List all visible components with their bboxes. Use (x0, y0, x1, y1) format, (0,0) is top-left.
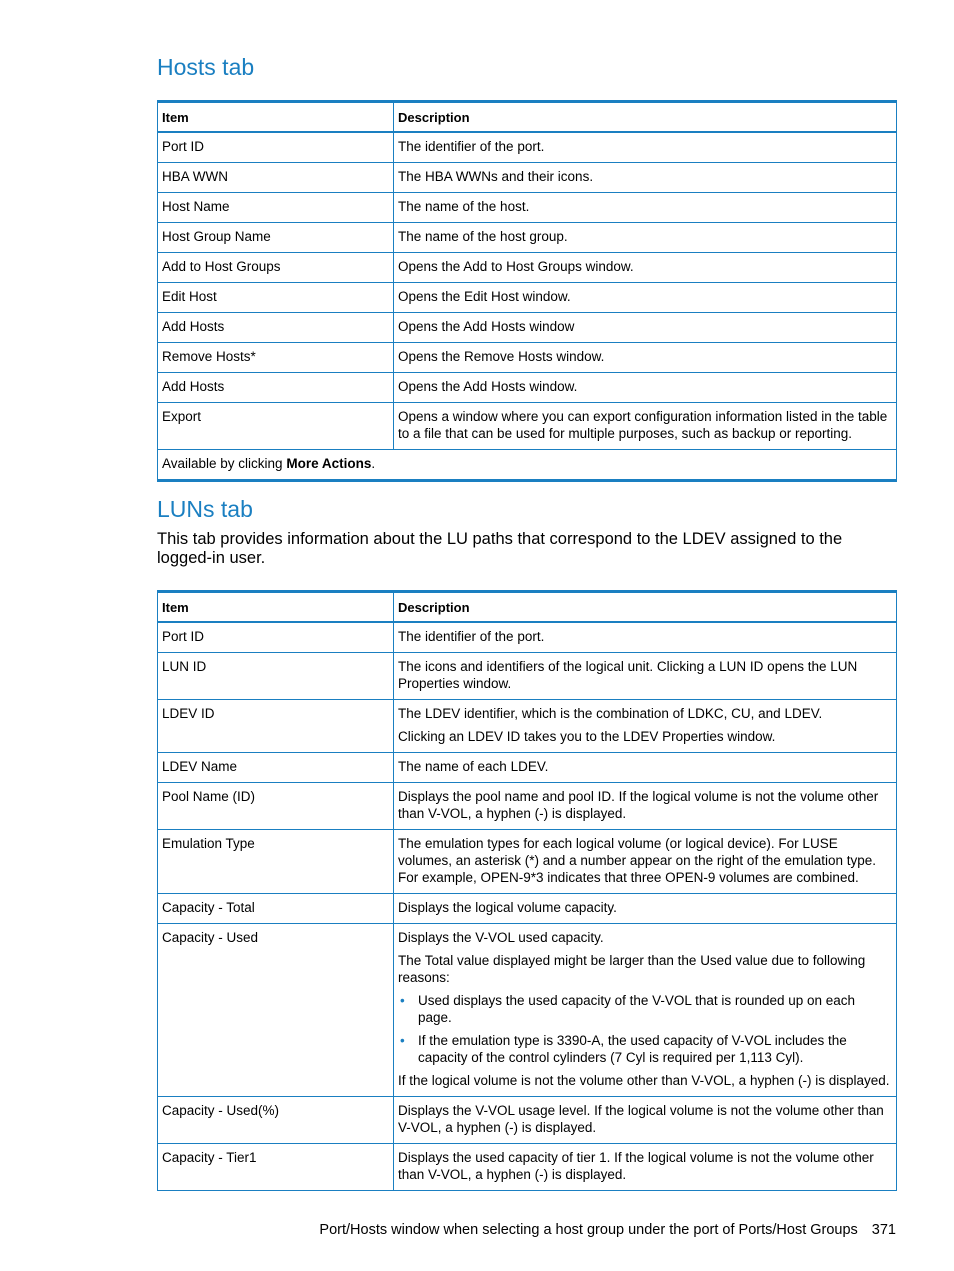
description-cell: The name of the host group. (394, 223, 897, 253)
item-cell: Port ID (158, 132, 394, 163)
table-header-row (158, 102, 897, 133)
item-cell: Add Hosts (158, 373, 394, 403)
description-paragraph: The Total value displayed might be larger than the Used value due to following reasons: (398, 953, 866, 985)
item-cell: Capacity - Total (158, 894, 394, 924)
table-header-row (158, 592, 897, 623)
table-row (158, 924, 897, 1097)
description-paragraph: The emulation types for each logical volume (or logical device). For LUSE volumes, an asterisk (*) and a number appear on the right of the emulation type. For example, OPEN-9*3 indicates that three OPEN-9 volumes are combined. (398, 836, 877, 885)
footnote-prefix: Available by clicking (162, 456, 287, 471)
table-row (158, 253, 897, 283)
footnote-suffix: . (371, 456, 376, 471)
description-cell: The identifier of the port. (394, 132, 897, 163)
item-cell: Capacity - Used(%) (158, 1097, 394, 1144)
description-paragraph: The LDEV identifier, which is the combination of LDKC, CU, and LDEV. (398, 706, 823, 721)
table-row (158, 283, 897, 313)
table-row (158, 1097, 897, 1144)
description-paragraph: The icons and identifiers of the logical unit. Clicking a LUN ID opens the LUN Properties window. (398, 659, 858, 691)
table-row (158, 1144, 897, 1191)
footnote-bold: More Actions (286, 456, 372, 471)
description-cell: Opens the Remove Hosts window. (394, 343, 897, 373)
table-row (158, 163, 897, 193)
description-cell (394, 753, 897, 783)
table-row (158, 700, 897, 753)
table-row (158, 622, 897, 653)
description-cell (394, 924, 897, 1097)
table-row (158, 132, 897, 163)
item-cell: Host Group Name (158, 223, 394, 253)
description-cell: Opens the Add to Host Groups window. (394, 253, 897, 283)
item-cell: HBA WWN (158, 163, 394, 193)
description-cell (394, 830, 897, 894)
luns-tab-heading: LUNs tab (157, 496, 253, 522)
table-row (158, 373, 897, 403)
page-footer (319, 1222, 896, 1238)
item-cell: Add to Host Groups (158, 253, 394, 283)
description-paragraph: Displays the V-VOL usage level. If the logical volume is not the volume other than V-VOL, a hyphen (-) is displayed. (398, 1103, 884, 1135)
item-cell: Host Name (158, 193, 394, 223)
description-cell (394, 653, 897, 700)
item-cell: Add Hosts (158, 313, 394, 343)
table-row (158, 343, 897, 373)
item-cell: Edit Host (158, 283, 394, 313)
column-header-description: Description (394, 102, 897, 133)
description-paragraph: Displays the logical volume capacity. (398, 900, 617, 915)
luns-tab-table (157, 590, 897, 1191)
description-cell (394, 1144, 897, 1191)
item-cell: LUN ID (158, 653, 394, 700)
footnote-row (158, 450, 897, 481)
table-row (158, 313, 897, 343)
hosts-tab-table (157, 100, 897, 482)
description-cell (394, 894, 897, 924)
item-cell: Emulation Type (158, 830, 394, 894)
table-row (158, 223, 897, 253)
description-paragraph: The name of each LDEV. (398, 759, 549, 774)
footnote-cell (158, 450, 897, 481)
item-cell: Port ID (158, 622, 394, 653)
description-paragraph: Displays the V-VOL used capacity. (398, 930, 604, 945)
column-header-item: Item (158, 592, 394, 623)
item-cell: Pool Name (ID) (158, 783, 394, 830)
description-cell (394, 783, 897, 830)
item-cell: Export (158, 403, 394, 450)
column-header-description: Description (394, 592, 897, 623)
description-cell (394, 700, 897, 753)
table-row (158, 193, 897, 223)
table-row (158, 783, 897, 830)
description-cell: Opens a window where you can export configuration information listed in the table to a file that can be used for multiple purposes, such as backup or reporting. (394, 403, 897, 450)
luns-tab-intro: This tab provides information about the LU paths that correspond to the LDEV assigned to the logged-in user. (157, 530, 843, 567)
item-cell: Capacity - Used (158, 924, 394, 1097)
description-cell (394, 1097, 897, 1144)
item-cell: Capacity - Tier1 (158, 1144, 394, 1191)
column-header-item: Item (158, 102, 394, 133)
bullet-list (398, 992, 892, 1066)
table-row (158, 403, 897, 450)
item-cell: LDEV Name (158, 753, 394, 783)
description-paragraph: Clicking an LDEV ID takes you to the LDEV Properties window. (398, 729, 776, 744)
description-cell: The HBA WWNs and their icons. (394, 163, 897, 193)
bullet-item: • Used displays the used capacity of the V-VOL that is rounded up on each page. (418, 992, 892, 1026)
description-cell: The name of the host. (394, 193, 897, 223)
item-cell: LDEV ID (158, 700, 394, 753)
description-paragraph: Displays the pool name and pool ID. If the logical volume is not the volume other than V-VOL, a hyphen (-) is displayed. (398, 789, 879, 821)
table-row (158, 894, 897, 924)
bullet-item: • If the emulation type is 3390-A, the used capacity of V-VOL includes the capacity of the control cylinders (7 Cyl is required per 1,113 Cyl). (418, 1032, 892, 1066)
item-cell: Remove Hosts* (158, 343, 394, 373)
description-cell (394, 622, 897, 653)
description-cell: Opens the Add Hosts window. (394, 373, 897, 403)
description-cell: Opens the Edit Host window. (394, 283, 897, 313)
hosts-tab-heading: Hosts tab (157, 54, 255, 80)
page-number: 371 (871, 1222, 896, 1238)
description-paragraph: If the logical volume is not the volume other than V-VOL, a hyphen (-) is displayed. (398, 1073, 890, 1088)
description-paragraph: The identifier of the port. (398, 629, 545, 644)
description-cell: Opens the Add Hosts window (394, 313, 897, 343)
table-row (158, 830, 897, 894)
description-paragraph: Displays the used capacity of tier 1. If the logical volume is not the volume other than V-VOL, a hyphen (-) is displayed. (398, 1150, 874, 1182)
footer-title: Port/Hosts window when selecting a host group under the port of Ports/Host Groups (319, 1222, 858, 1238)
table-row (158, 653, 897, 700)
table-row (158, 753, 897, 783)
